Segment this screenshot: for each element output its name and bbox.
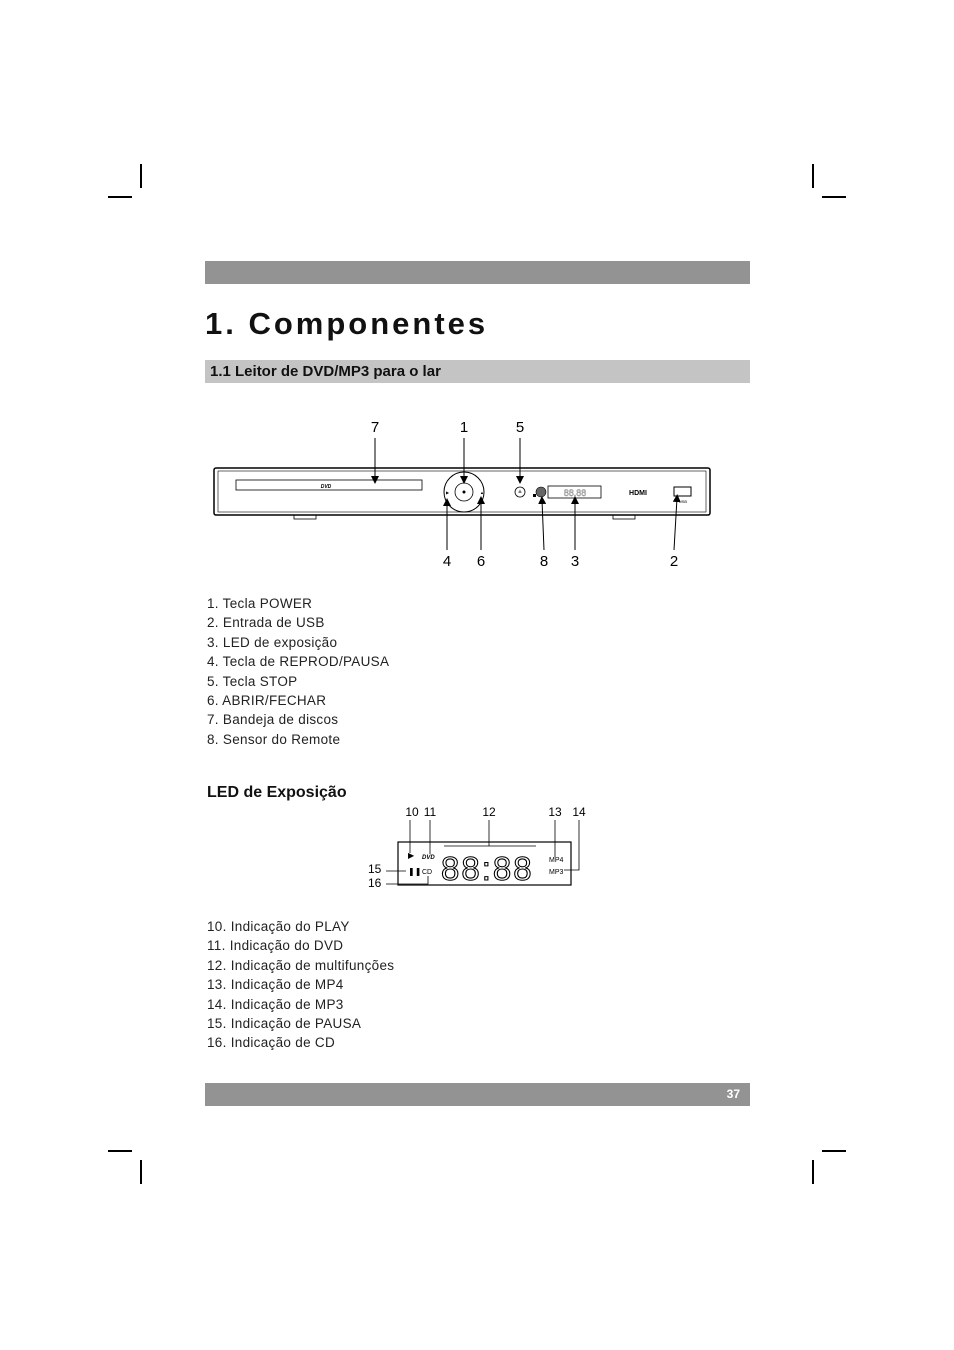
components-list — [207, 594, 389, 749]
callout-7: 7 — [370, 419, 380, 436]
usb-label: USB — [678, 499, 688, 504]
list-item: 1. Tecla POWER — [207, 596, 313, 611]
section-heading: 1.1 Leitor de DVD/MP3 para o lar — [205, 360, 750, 383]
list-item: 6. ABRIR/FECHAR — [207, 693, 327, 709]
mp3-indicator: MP3 — [549, 869, 564, 876]
crop-mark — [812, 1160, 814, 1184]
callout-3: 3 — [570, 553, 580, 570]
panel-indicator — [533, 494, 536, 497]
list-item: 7. Bandeja de discos — [207, 712, 339, 728]
list-item: 11. Indicação do DVD — [207, 938, 344, 954]
led-digits: 88:88 — [441, 850, 534, 887]
list-item: 4. Tecla de REPROD/PAUSA — [207, 654, 390, 670]
callout-4: 4 — [442, 553, 452, 570]
callout-2: 2 — [669, 553, 679, 570]
callout-11: 11 — [423, 805, 437, 819]
header-band — [205, 261, 750, 284]
remote-sensor — [536, 487, 546, 497]
list-item: 12. Indicação de multifunções — [207, 957, 395, 973]
callout-14: 14 — [572, 805, 586, 819]
hdmi-logo: HDMI — [629, 490, 647, 497]
callout-1: 1 — [459, 419, 469, 436]
list-item: 14. Indicação de MP3 — [207, 996, 344, 1012]
crop-mark — [140, 1160, 142, 1184]
callout-5: 5 — [515, 419, 525, 436]
footer-band — [205, 1083, 750, 1106]
play-indicator-icon: ▶ — [408, 851, 415, 860]
dvd-player-diagram — [200, 410, 730, 580]
crop-mark — [108, 196, 132, 198]
stop-icon: ≜ — [517, 490, 523, 496]
page-number: 37 — [726, 1087, 740, 1101]
led-heading: LED de Exposição — [207, 784, 347, 801]
crop-mark — [140, 164, 142, 188]
power-dot — [463, 491, 466, 494]
callout-6: 6 — [476, 553, 486, 570]
callout-16: 16 — [368, 876, 382, 890]
crop-mark — [108, 1150, 132, 1152]
crop-mark — [822, 196, 846, 198]
indicators-list — [207, 917, 394, 1053]
dvd-indicator: DVD — [422, 855, 435, 861]
crop-mark — [812, 164, 814, 188]
play-pause-icon: ▶ — [446, 490, 450, 495]
list-item: 2. Entrada de USB — [207, 615, 325, 631]
mp4-indicator: MP4 — [549, 857, 564, 864]
callout-12: 12 — [482, 805, 496, 819]
callout-15: 15 — [368, 862, 382, 876]
pause-indicator-icon: ❚❚ — [408, 867, 422, 876]
callout-8: 8 — [539, 553, 549, 570]
list-item: 15. Indicação de PAUSA — [207, 1016, 362, 1032]
page-title: 1. Componentes — [205, 306, 489, 341]
crop-mark — [822, 1150, 846, 1152]
callout-10: 10 — [405, 805, 419, 819]
callout-13: 13 — [548, 805, 562, 819]
cd-indicator: CD — [422, 869, 433, 876]
list-item: 16. Indicação de CD — [207, 1035, 336, 1051]
list-item: 10. Indicação do PLAY — [207, 919, 350, 934]
tray-dvd-logo: DVD — [320, 484, 332, 490]
list-item: 8. Sensor do Remote — [207, 731, 341, 747]
list-item: 3. LED de exposição — [207, 634, 338, 650]
player-display-digits: 88.88 — [563, 488, 587, 498]
led-display-diagram — [360, 800, 600, 895]
list-item: 5. Tecla STOP — [207, 673, 298, 689]
list-item: 13. Indicação de MP4 — [207, 977, 344, 993]
open-close-icon: ▲ — [480, 490, 484, 495]
